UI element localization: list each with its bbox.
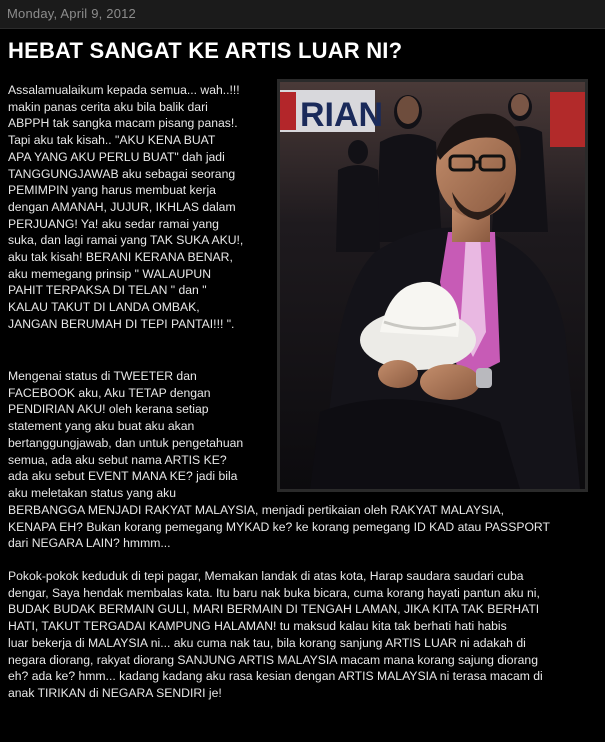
text-line: PAHIT TERPAKSA DI TELAN " dan " <box>8 283 207 298</box>
post-paragraph-2-narrow <box>8 368 243 502</box>
post-title[interactable]: HEBAT SANGAT KE ARTIS LUAR NI? <box>8 38 403 63</box>
text-line: aku meletakan status yang aku <box>8 485 177 500</box>
text-line: PENDIRIAN AKU! oleh kerana setiap <box>8 402 209 417</box>
text-line: Assalamualaikum kepada semua... wah..!!! <box>8 83 240 97</box>
text-line: TANGGUNGJAWAB aku sebagai seorang <box>8 166 236 181</box>
text-line: dengar, Saya hendak membalas kata. Itu baru nak buka bicara, cuma korang hayati pantun aku ni, <box>8 585 540 600</box>
text-line: aku memegang prinsip " WALAUPUN <box>8 266 212 281</box>
text-line: Mengenai status di TWEETER dan <box>8 369 197 383</box>
text-line: anak TIRIKAN di NEGARA SENDIRI je! <box>8 685 222 700</box>
text-line: JANGAN BERUMAH DI TEPI PANTAI!!! ". <box>8 316 235 331</box>
text-line: Tapi aku tak kisah.. "AKU KENA BUAT <box>8 133 216 148</box>
text-line: Pokok-pokok keduduk di tepi pagar, Memakan landak di atas kota, Harap saudara saudari cuba <box>8 569 524 583</box>
text-line: BUDAK BUDAK BERMAIN GULI, MARI BERMAIN DI TENGAH LAMAN, JIKA KITA TAK BERHATI <box>8 602 540 617</box>
text-line: BERBANGGA MENJADI RAKYAT MALAYSIA, menjadi pertikaian oleh RAKYAT MALAYSIA, <box>8 503 505 517</box>
text-line: luar bekerja di MALAYSIA ni... aku cuma nak tau, bila korang sanjung ARTIS LUAR ni adakah di <box>8 635 526 650</box>
text-line: ada aku sebut EVENT MANA KE? jadi bila <box>8 469 238 484</box>
text-line: makin panas cerita aku bila balik dari <box>8 99 208 114</box>
banner-text: RIAN <box>300 96 384 134</box>
text-line: negara diorang, rakyat diorang SANJUNG ARTIS MALAYSIA macam mana korang sajung diorang <box>8 652 538 667</box>
date-header-bar <box>0 0 605 29</box>
text-line: eh? ada ke? hmm... kadang kadang aku rasa kesian dengan ARTIS MALAYSIA ni terasa macam di <box>8 669 543 684</box>
post-photo[interactable] <box>277 79 588 492</box>
text-line: APA YANG AKU PERLU BUAT" dah jadi <box>8 149 225 164</box>
text-line: aku tak kisah! BERANI KERANA BENAR, <box>8 250 233 265</box>
post-date: Monday, April 9, 2012 <box>7 6 136 21</box>
text-line: KALAU TAKUT DI LANDA OMBAK, <box>8 300 200 315</box>
text-line: bertanggungjawab, dan untuk pengetahuan <box>8 435 244 450</box>
post-paragraph-3 <box>8 568 543 702</box>
text-line: semua, ada aku sebut nama ARTIS KE? <box>8 452 227 467</box>
text-line: HATI, TAKUT TERGADAI KAMPUNG HALAMAN! tu maksud kalau kita tak berhati hati habis <box>8 619 507 634</box>
text-line: FACEBOOK aku, Aku TETAP dengan <box>8 385 211 400</box>
photo-man-with-white-hat <box>280 82 585 489</box>
text-line: ABPPH tak sangka macam pisang panas!. <box>8 116 238 131</box>
text-line: dari NEGARA LAIN? hmmm... <box>8 536 171 551</box>
text-line: suka, dan lagi ramai yang TAK SUKA AKU!, <box>8 233 244 248</box>
post-paragraph-1 <box>8 82 243 333</box>
text-line: PERJUANG! Ya! aku sedar ramai yang <box>8 216 219 231</box>
text-line: dengan AMANAH, JUJUR, IKHLAS dalam <box>8 199 236 214</box>
text-line: PEMIMPIN yang harus membuat kerja <box>8 183 216 198</box>
text-line: statement yang aku buat aku akan <box>8 419 195 434</box>
text-line: KENAPA EH? Bukan korang pemegang MYKAD ke? ke korang pemegang ID KAD atau PASSPORT <box>8 519 550 534</box>
post-paragraph-2-wide <box>8 502 550 552</box>
